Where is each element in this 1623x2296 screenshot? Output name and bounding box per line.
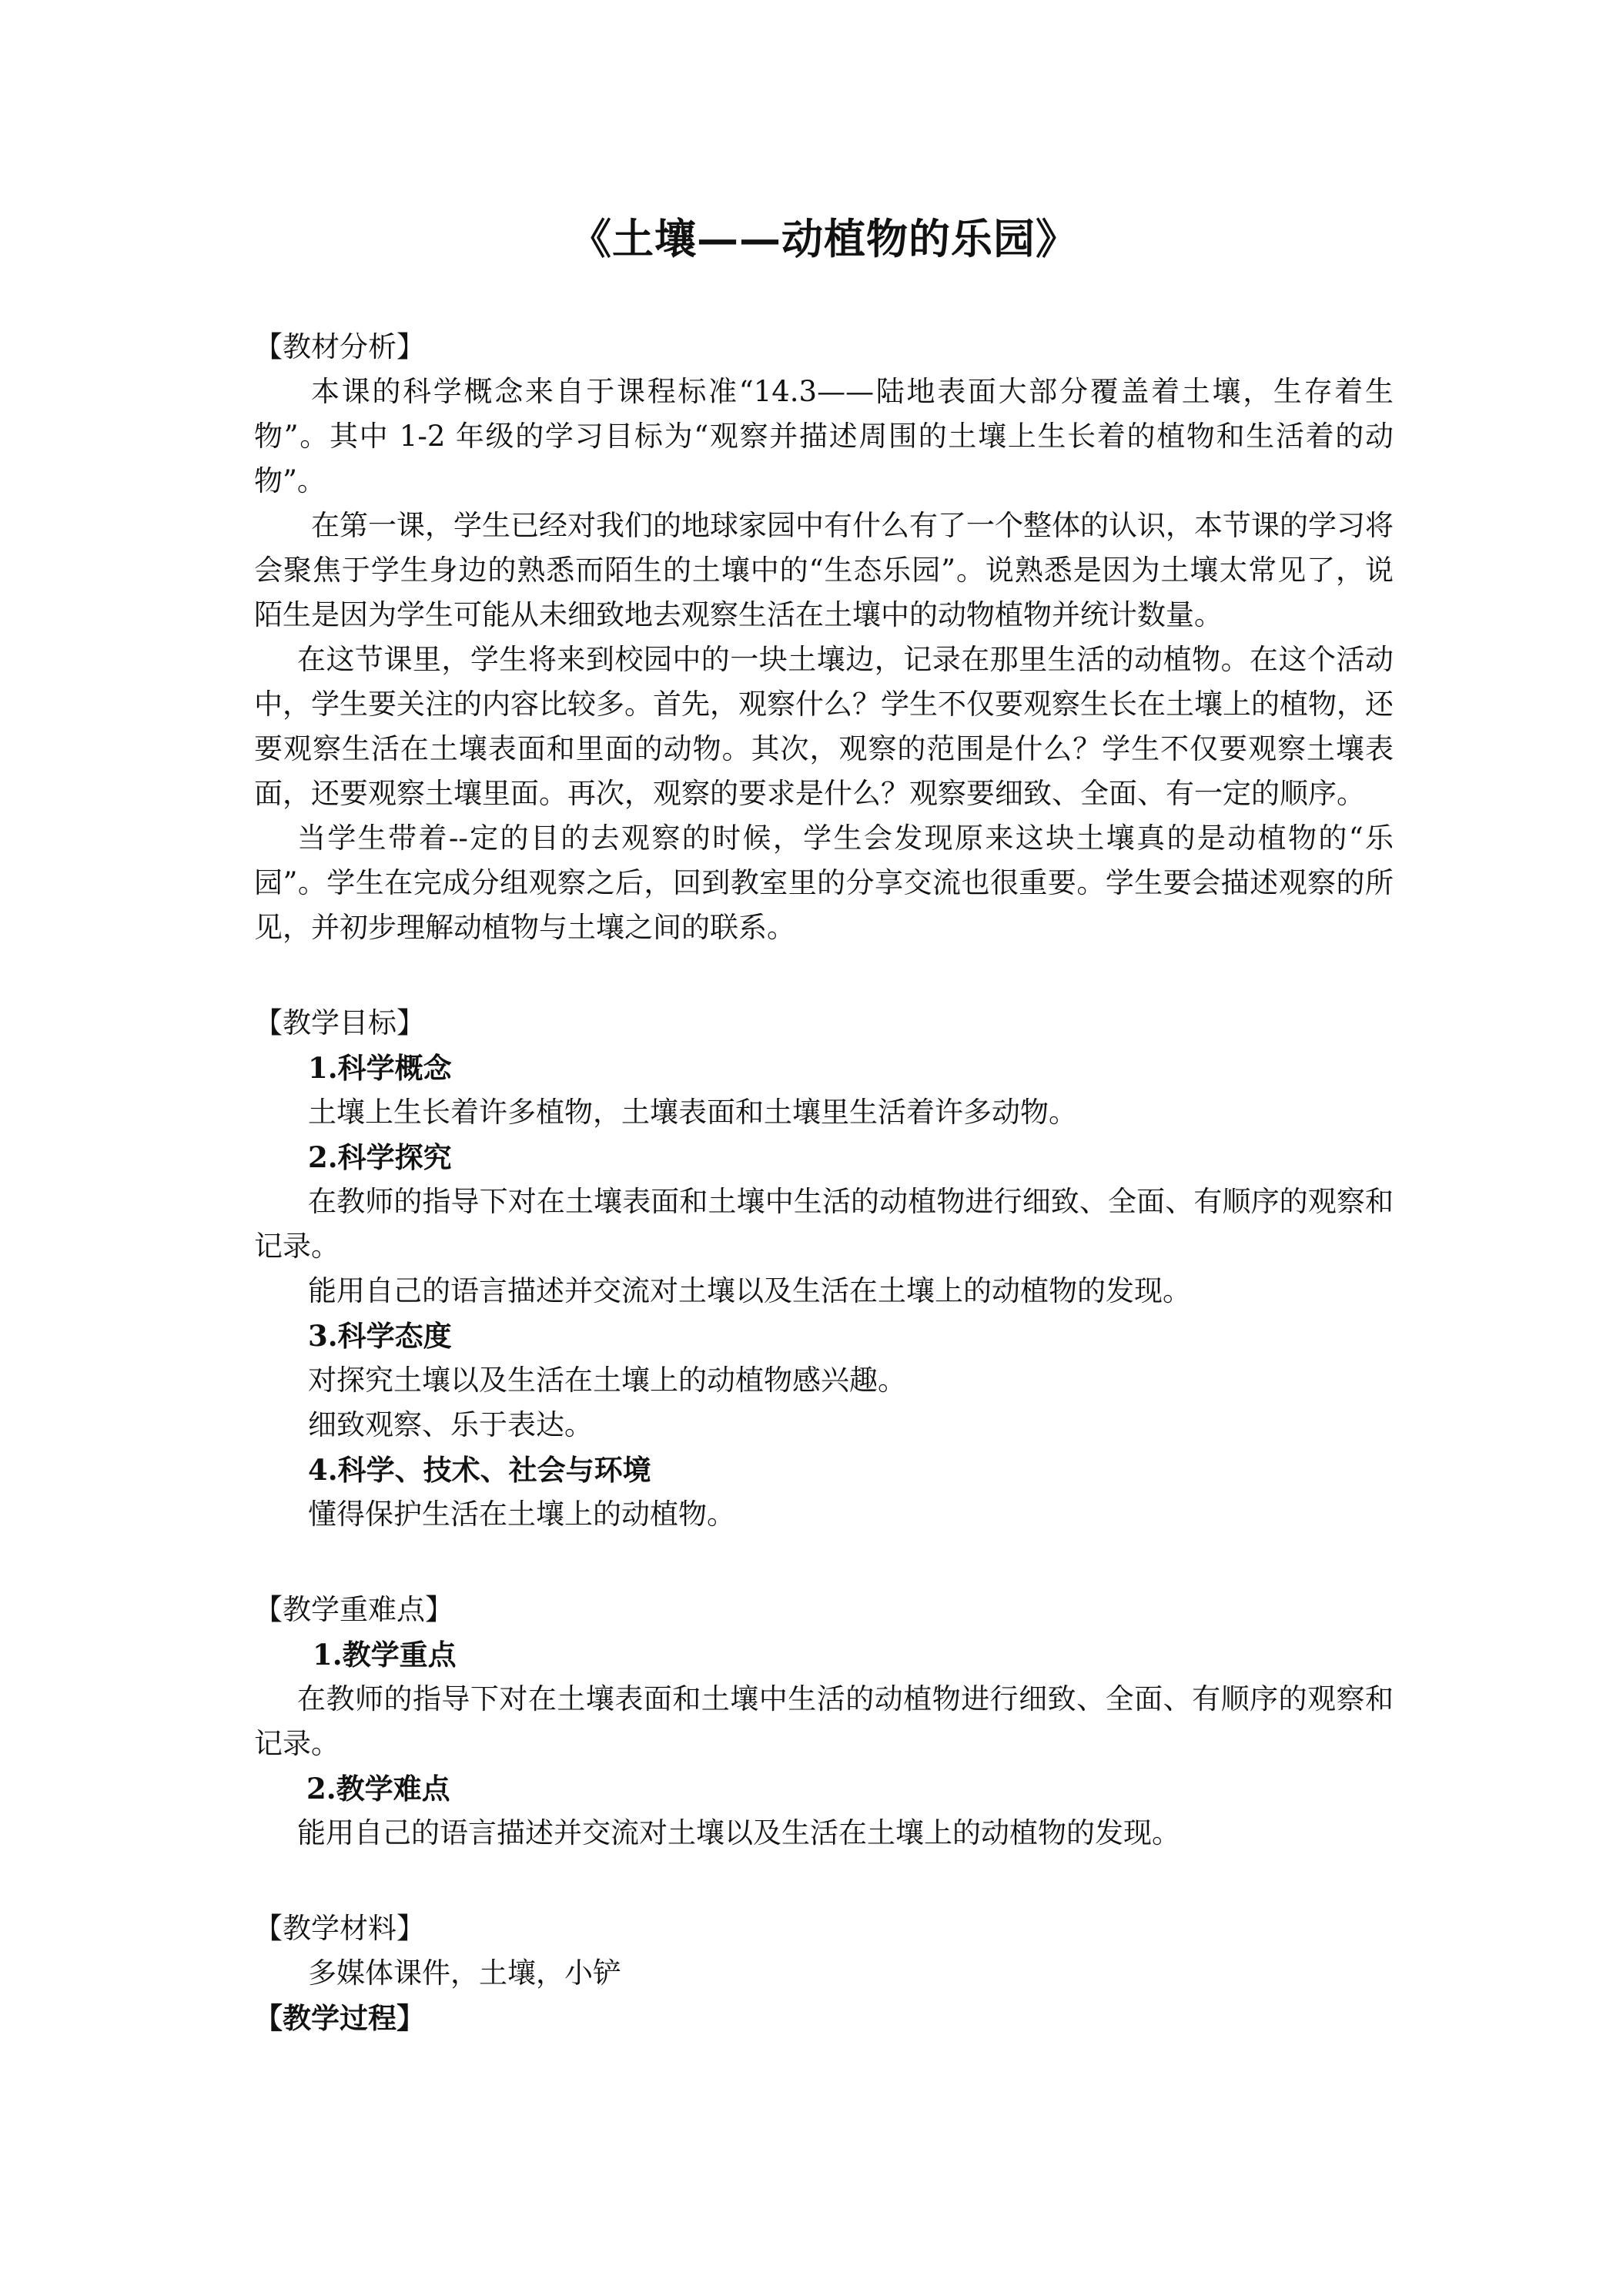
document-page: [254, 208, 1394, 2040]
goal-text-attitude-1: 对探究土壤以及生活在土壤上的动植物感兴趣。: [308, 1364, 906, 1397]
analysis-paragraph-3: 在这节课里，学生将来到校园中的一块土壤边，记录在那里生活的动植物。在这个活动中，学生要关注的内容比较多。首先，观察什么？学生不仅要观察生长在土壤上的植物，还要观察生活在土壤表面和里面的动物。其次，观察的范围是什么？学生不仅要观察土壤表面，还要观察土壤里面。再次，观察的要求是什么？观察要细致、全面、有一定的顺序。: [254, 643, 1394, 810]
goal-label-concept: 1.科学概念: [308, 1051, 452, 1085]
section-heading-materials: 【教学材料】: [254, 1912, 425, 1945]
keypoint-focus-text: 在教师的指导下对在土壤表面和土壤中生活的动植物进行细致、全面、有顺序的观察和记录。: [254, 1682, 1394, 1760]
goal-text-attitude-2: 细致观察、乐于表达。: [308, 1408, 593, 1441]
goal-label-inquiry: 2.科学探究: [308, 1140, 452, 1174]
keypoint-focus-label: 1.教学重点: [313, 1638, 457, 1672]
goal-text-stse: 懂得保护生活在土壤上的动植物。: [308, 1498, 735, 1531]
section-materials: [254, 1906, 1394, 2040]
goal-text-inquiry-2: 能用自己的语言描述并交流对土壤以及生活在土壤上的动植物的发现。: [308, 1274, 1191, 1307]
goal-label-attitude: 3.科学态度: [308, 1319, 452, 1353]
section-heading-goals: 【教学目标】: [254, 1006, 425, 1039]
goal-text-inquiry-1: 在教师的指导下对在土壤表面和土壤中生活的动植物进行细致、全面、有顺序的观察和记录。: [254, 1185, 1394, 1263]
section-goals: [254, 1001, 1394, 1537]
document-title: 《土壤——动植物的乐园》: [570, 214, 1078, 263]
keypoint-difficulty-label: 2.教学难点: [306, 1772, 450, 1806]
section-keypoints: [254, 1588, 1394, 1856]
analysis-paragraph-2: 在第一课，学生已经对我们的地球家园中有什么有了一个整体的认识，本节课的学习将会聚焦于学生身边的熟悉而陌生的土壤中的“生态乐园”。说熟悉是因为土壤太常见了，说陌生是因为学生可能从未细致地去观察生活在土壤中的动物植物并统计数量。: [254, 509, 1394, 631]
section-analysis: [254, 325, 1394, 950]
keypoint-difficulty-text: 能用自己的语言描述并交流对土壤以及生活在土壤上的动植物的发现。: [297, 1816, 1180, 1849]
analysis-paragraph-4: 当学生带着--定的目的去观察的时候，学生会发现原来这块土壤真的是动植物的“乐园”。学生在完成分组观察之后，回到教室里的分享交流也很重要。学生要会描述观察的所见，并初步理解动植物与土壤之间的联系。: [254, 822, 1394, 944]
section-heading-process: 【教学过程】: [254, 2001, 425, 2035]
materials-text: 多媒体课件，土壤，小铲: [308, 1956, 621, 1990]
goal-text-concept: 土壤上生长着许多植物，土壤表面和土壤里生活着许多动物。: [308, 1096, 1077, 1129]
analysis-paragraph-1: 本课的科学概念来自于课程标准“14.3——陆地表面大部分覆盖着土壤，生存着生物”。其中 1-2 年级的学习目标为“观察并描述周围的土壤上生长着的植物和生活着的动物”。: [254, 375, 1394, 497]
goal-label-stse: 4.科学、技术、社会与环境: [308, 1453, 651, 1487]
section-heading-analysis: 【教材分析】: [254, 330, 425, 363]
section-heading-keypoints: 【教学重难点】: [254, 1593, 453, 1626]
